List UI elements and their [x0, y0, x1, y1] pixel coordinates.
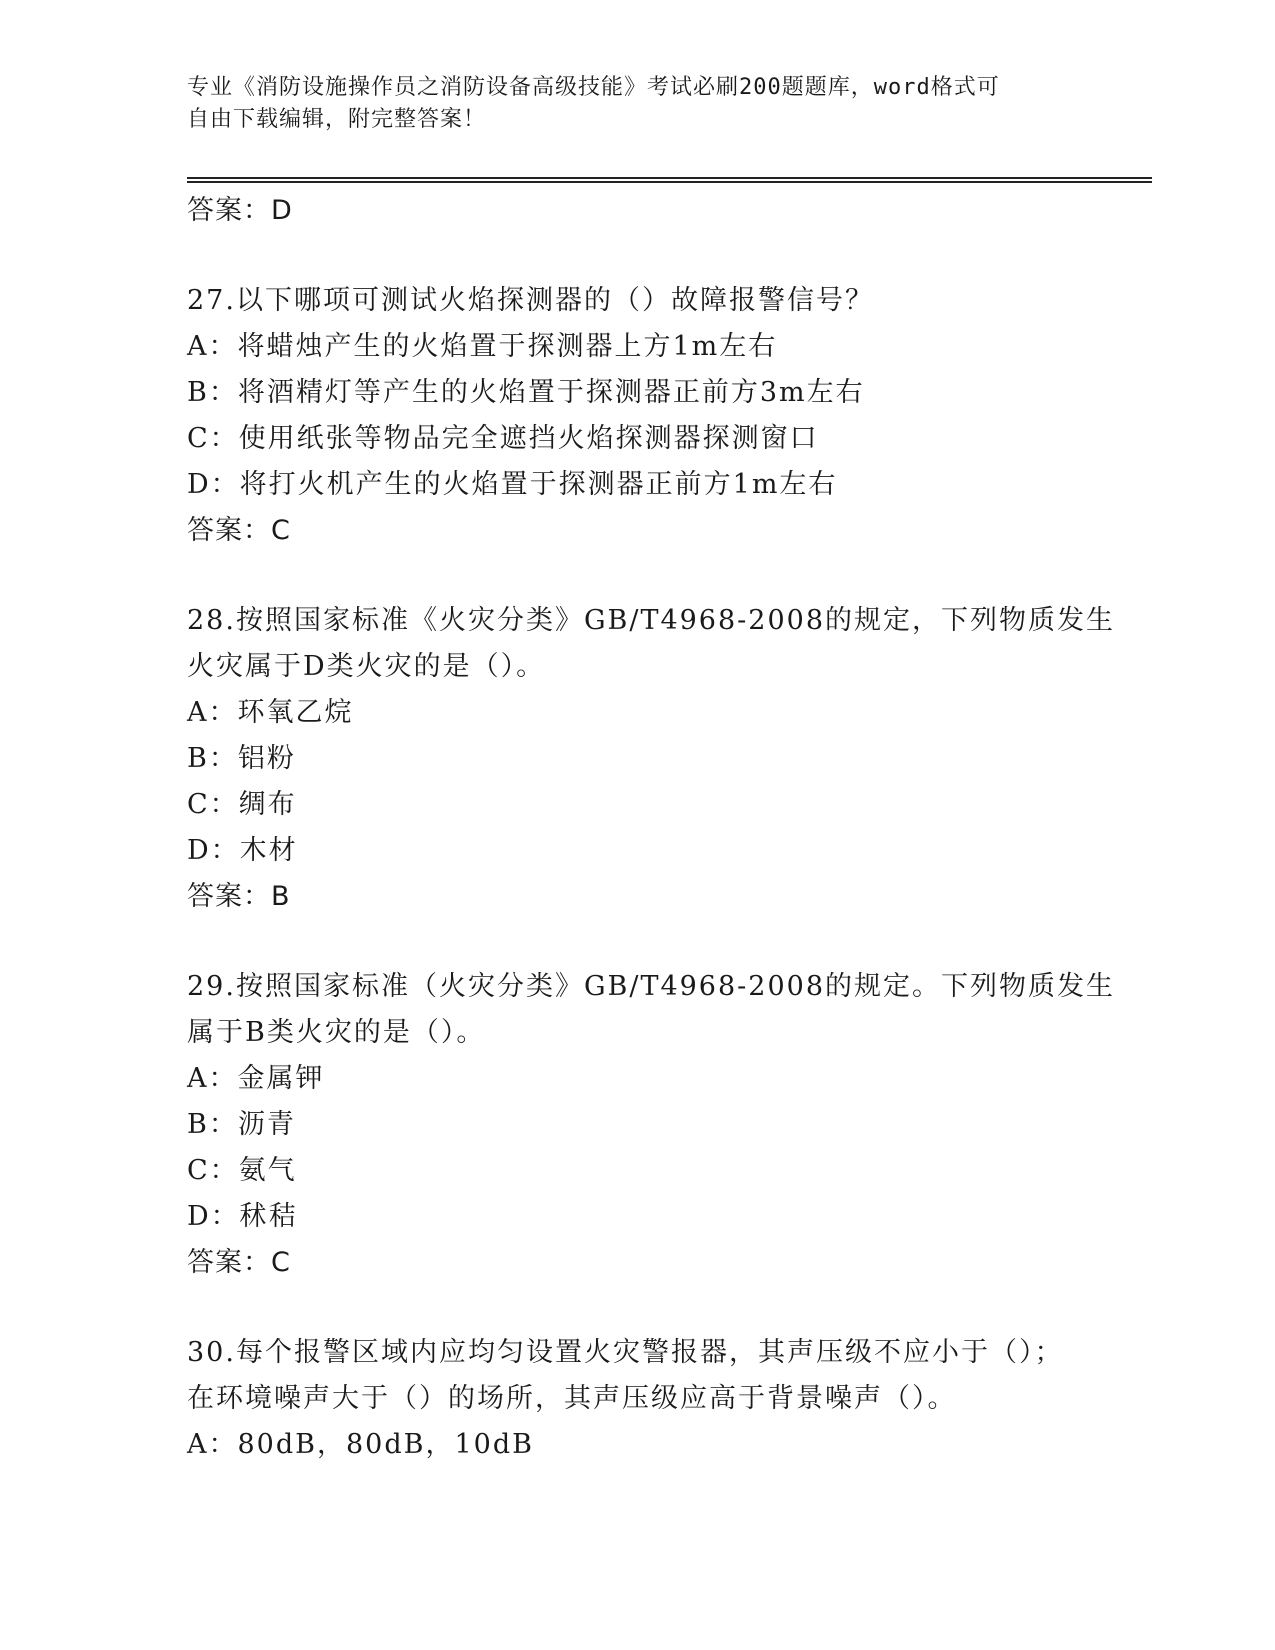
question-list	[187, 188, 1116, 1468]
question-text: 27.以下哪项可测试火焰探测器的（）故障报警信号？	[187, 285, 874, 316]
option-d: D：将打火机产生的火焰置于探测器正前方1m左右	[187, 469, 838, 500]
spacer	[187, 920, 1087, 964]
page-header	[187, 72, 1087, 136]
option-b: B：将酒精灯等产生的火焰置于探测器正前方3m左右	[187, 377, 865, 408]
option-a: A：将蜡烛产生的火焰置于探测器上方1m左右	[187, 331, 778, 362]
option-d: D：木材	[187, 835, 298, 866]
header-line-1: 专业《消防设施操作员之消防设备高级技能》考试必刷200题题库，word格式可	[187, 75, 1000, 100]
header-rule-bottom	[187, 181, 1152, 183]
header-rule-top	[187, 177, 1152, 179]
answer-line: 答案：C	[187, 515, 291, 546]
question-28	[187, 598, 1116, 920]
spacer	[187, 234, 1087, 278]
spacer	[187, 1286, 1087, 1330]
answer-line: 答案：D	[187, 195, 293, 226]
option-c: C：使用纸张等物品完全遮挡火焰探测器探测窗口	[187, 423, 819, 454]
question-text: 属于B类火灾的是（）。	[187, 1017, 486, 1048]
option-b: B：铝粉	[187, 743, 296, 774]
question-text: 28.按照国家标准《火灾分类》GB/T4968-2008的规定，下列物质发生	[187, 605, 1116, 636]
answer-line: 答案：C	[187, 1247, 291, 1278]
answer-line: 答案：B	[187, 881, 291, 912]
option-a: A：环氧乙烷	[187, 697, 354, 728]
question-text: 29.按照国家标准（火灾分类》GB/T4968-2008的规定。下列物质发生	[187, 971, 1116, 1002]
header-line-2: 自由下载编辑，附完整答案！	[187, 107, 487, 132]
option-a: A：80dB，80dB，10dB	[187, 1429, 534, 1460]
question-text: 火灾属于D类火灾的是（）。	[187, 651, 546, 682]
question-text: 在环境噪声大于（）的场所，其声压级应高于背景噪声（）。	[187, 1383, 957, 1414]
option-c: C：绸布	[187, 789, 297, 820]
question-30	[187, 1330, 1087, 1468]
question-text: 30.每个报警区域内应均匀设置火灾警报器，其声压级不应小于（）；	[187, 1337, 1064, 1368]
spacer	[187, 554, 1087, 598]
option-a: A：金属钾	[187, 1063, 325, 1094]
option-b: B：沥青	[187, 1109, 296, 1140]
question-29	[187, 964, 1116, 1286]
option-c: C：氨气	[187, 1155, 297, 1186]
question-27	[187, 278, 1087, 554]
option-d: D：秫秸	[187, 1201, 298, 1232]
